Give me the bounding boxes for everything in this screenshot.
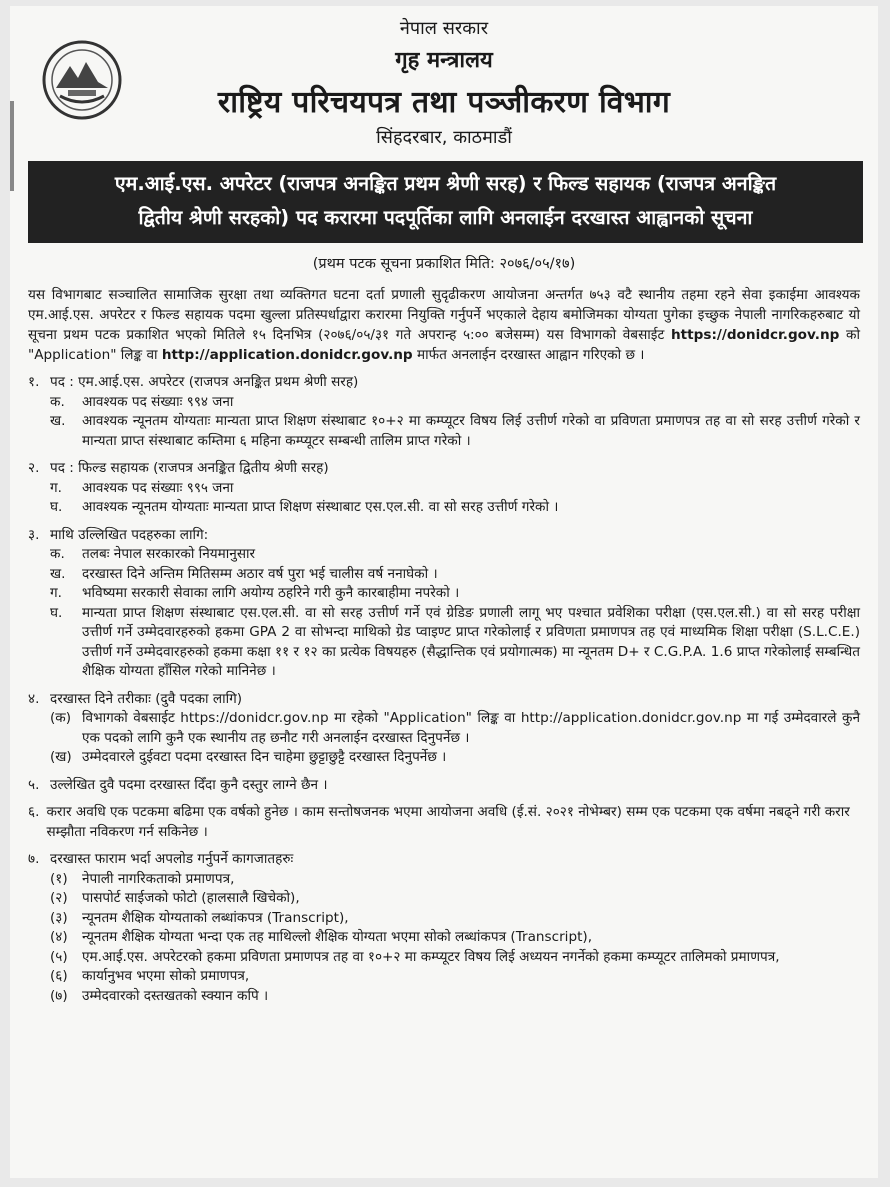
item-text: दरखास्त दिने अन्तिम मितिसम्म अठार वर्ष पुरा भई चालीस वर्ष ननाघेको । (82, 565, 438, 582)
item-marker: ग. (50, 479, 62, 496)
item-marker: क. (50, 393, 65, 410)
item-text: न्यूनतम शैक्षिक योग्यता भन्दा एक तह माथिल्लो शैक्षिक योग्यता भएमा सोको लब्धांकपत्र (Transcript), (82, 929, 593, 945)
list-item (50, 498, 860, 518)
section-title: उल्लेखित दुवै पदमा दरखास्त दिँदा कुनै दस्तुर लाग्ने छैन । (50, 776, 328, 793)
list-item (50, 948, 860, 968)
section-heading (28, 850, 860, 870)
item-text: उम्मेदवारले दुईवटा पदमा दरखास्त दिन चाहेमा छुट्टाछुट्टै दरखास्त दिनुपर्नेछ । (82, 749, 447, 765)
notice-document (10, 6, 878, 1178)
section-heading (28, 690, 860, 710)
intro-text-1: यस विभागबाट सञ्चालित सामाजिक सुरक्षा तथा व्यक्तिगत घटना दर्ता प्रणाली सुदृढीकरण आयोजना अन्तर्गत ७५३ वटै स्थानीय तहमा रहने सेवा इकाईमा आवश्यक एम.आई.एस. अपरेटर र फिल्ड सहायक पदमा खुल्ला प्रतिस्पर्धाद्वारा करारमा नियुक्ति गर्नुपर्ने भएकाले देहाय बमोजिमका योग्यता पुगेका इच्छुक नेपाली नागरिकहरुबाट यो सूचना प्रथम पटक प्रकाशित भएको मितिले १५ दिनभित्र (२०७६/०५/३१ गते अपरान्ह ५:०० बजेसम्म) यस विभागको वेबसाईट (28, 287, 860, 343)
section-heading (28, 373, 860, 393)
section-title: पद : एम.आई.एस. अपरेटर (राजपत्र अनङ्कित प्रथम श्रेणी सरह) (50, 374, 359, 390)
list-item (50, 545, 860, 565)
section-items (50, 393, 860, 452)
item-marker: ख. (50, 565, 66, 582)
item-marker: घ. (50, 499, 63, 515)
section-heading (28, 776, 860, 796)
ministry-name: गृह मन्त्रालय (395, 48, 493, 73)
list-item (50, 584, 860, 604)
item-text: एम.आई.एस. अपरेटरको हकमा प्रविणता प्रमाणपत्र तह वा १०+२ मा कम्प्यूटर विषय लिई अध्ययन नगर्नेको हकमा कम्प्यूटर तालिमको प्रमाणपत्र, (82, 948, 780, 965)
item-marker: (४) (50, 929, 68, 945)
item-text: आवश्यक पद संख्याः ९९५ जना (82, 479, 234, 496)
section (28, 373, 860, 451)
section-heading (28, 526, 860, 546)
item-text: आवश्यक पद संख्याः ९९४ जना (82, 393, 234, 410)
item-marker: (६) (50, 968, 68, 984)
item-marker: (१) (50, 870, 68, 887)
list-item (50, 565, 860, 585)
section-number: २. (28, 460, 40, 476)
section (28, 850, 860, 1006)
item-marker: (ख) (50, 749, 72, 765)
department-name: राष्ट्रिय परिचयपत्र तथा पञ्जीकरण विभाग (217, 85, 671, 120)
list-item (50, 987, 860, 1007)
item-text: नेपाली नागरिकताको प्रमाणपत्र, (82, 870, 235, 887)
list-item (50, 928, 860, 948)
application-link[interactable]: http://application.donidcr.gov.np (161, 347, 413, 363)
item-text: न्यूनतम शैक्षिक योग्यताको लब्धांकपत्र (Transcript), (82, 909, 349, 926)
section-items (50, 709, 860, 768)
item-text: मान्यता प्राप्त शिक्षण संस्थाबाट एस.एल.सी. वा सो सरह उत्तीर्ण गर्ने एवं ग्रेडिङ प्रणाली लागू भए पश्चात प्रवेशिका परीक्षा (एस.एल.सी.) वा सो सरह परीक्षा उत्तीर्ण गर्ने उम्मेदवारहरुको हकमा GPA 2 वा सोभन्दा माथिको ग्रेड प्वाइण्ट प्राप्त गरेकोलाई र प्रविणता प्रमाणपत्र तह एवं माध्यमिक शिक्षा परीक्षा (S.L.C.E.) उत्तीर्ण गर्ने उम्मेदवारहरुको हकमा कक्षा ११ र १२ का प्रत्येक विषयहरु (सैद्धान्तिक एवं प्रयोगात्मक) मा न्यूनतम D+ र C.G.P.A. 1.6 प्राप्त गरेकोलाई सम्बन्धित शैक्षिक योग्यता हाँसिल गरेको मानिनेछ । (82, 604, 860, 679)
notice-sections (28, 373, 860, 1006)
section-title: करार अवधि एक पटकमा बढिमा एक वर्षको हुनेछ । काम सन्तोषजनक भएमा आयोजना अवधि (ई.सं. २०२१ नोभेम्बर) सम्म एक पटकमा एक वर्षमा नबढ्ने गरी करार सम्झौता नविकरण गर्न सकिनेछ । (46, 804, 850, 840)
intro-text-2: को "Application" लिङ्क वा (28, 327, 860, 363)
section-items (50, 479, 860, 518)
item-text: भविष्यमा सरकारी सेवाका लागि अयोग्य ठहरिने गरी कुनै कारबाहीमा नपरेको । (82, 585, 460, 601)
item-marker: क. (50, 546, 65, 562)
department-address: सिंहदरबार, काठमाडौं (376, 127, 512, 148)
list-item (50, 393, 860, 413)
section-number: ५. (28, 776, 40, 793)
list-item (50, 748, 860, 768)
page-edge (10, 101, 14, 191)
section (28, 803, 860, 842)
item-text: उम्मेदवारको दस्तखतको स्क्यान कपि । (82, 987, 269, 1004)
section-number: ३. (28, 526, 40, 543)
section (28, 690, 860, 768)
section-items (50, 870, 860, 1007)
letterhead (28, 16, 860, 149)
banner-line-1: एम.आई.एस. अपरेटर (राजपत्र अनङ्कित प्रथम श्रेणी सरह) र फिल्ड सहायक (राजपत्र अनङ्कित (114, 172, 777, 195)
list-item (50, 889, 860, 909)
section (28, 459, 860, 518)
item-text: आवश्यक न्यूनतम योग्यताः मान्यता प्राप्त शिक्षण संस्थाबाट एस.एल.सी. वा सो सरह उत्तीर्ण गरेको । (82, 499, 559, 515)
section-heading (28, 459, 860, 479)
item-text: विभागको वेबसाईट https://donidcr.gov.np मा रहेको "Application" लिङ्क वा http://application.donidcr.gov.np मा गई उम्मेदवारले कुनै एक पदको लागि कुनै एक स्थानीय तह छनौट गरी अनलाईन दरखास्त दिनुपर्नेछ । (82, 710, 860, 746)
section (28, 526, 860, 682)
item-text: पासपोर्ट साईजको फोटो (हालसालै खिचेको), (82, 890, 300, 906)
item-marker: (३) (50, 909, 68, 926)
list-item (50, 412, 860, 451)
item-text: आवश्यक न्यूनतम योग्यताः मान्यता प्राप्त शिक्षण संस्थाबाट १०+२ मा कम्प्यूटर विषय लिई उत्तीर्ण गरेको वा प्रविणता प्रमाणपत्र तह वा सो सरह उत्तीर्ण गरेको र मान्यता प्राप्त संस्थाबाट कम्तिमा ६ महिना कम्प्यूटर सम्बन्धी तालिम प्राप्त गरेको । (82, 413, 860, 449)
banner-line-2: द्वितीय श्रेणी सरहको) पद करारमा पदपूर्तिका लागि अनलाईन दरखास्त आह्वानको सूचना (138, 206, 753, 229)
section (28, 776, 860, 796)
government-name: नेपाल सरकार (399, 18, 489, 39)
section-number: ६. (28, 804, 40, 820)
section-heading (28, 803, 860, 842)
item-marker: ख. (50, 413, 66, 429)
item-marker: घ. (50, 604, 63, 621)
item-text: कार्यानुभव भएमा सोको प्रमाणपत्र, (82, 968, 250, 984)
section-title: माथि उल्लिखित पदहरुका लागि: (50, 526, 209, 543)
section-number: १. (28, 374, 40, 390)
item-text: तलबः नेपाल सरकारको नियमानुसार (82, 546, 256, 562)
intro-text-3: मार्फत अनलाईन दरखास्त आह्वान गरिएको छ । (412, 347, 645, 363)
list-item (50, 604, 860, 682)
item-marker: ग. (50, 585, 62, 601)
section-number: ४. (28, 690, 40, 707)
section-title: दरखास्त फाराम भर्दा अपलोड गर्नुपर्ने कागजातहरुः (50, 851, 294, 867)
list-item (50, 709, 860, 748)
item-marker: (क) (50, 710, 72, 726)
section-number: ७. (28, 851, 40, 867)
website-link[interactable]: https://donidcr.gov.np (670, 327, 840, 343)
list-item (50, 967, 860, 987)
section-title: पद : फिल्ड सहायक (राजपत्र अनङ्कित द्वितीय श्रेणी सरह) (50, 460, 329, 476)
item-marker: (२) (50, 890, 68, 906)
section-title: दरखास्त दिने तरीकाः (दुवै पदका लागि) (50, 690, 243, 707)
intro-paragraph (28, 285, 860, 365)
section-items (50, 545, 860, 682)
item-marker: (७) (50, 987, 68, 1004)
list-item (50, 870, 860, 890)
notice-title-banner (28, 161, 863, 243)
item-marker: (५) (50, 948, 68, 965)
nepal-emblem-icon (40, 38, 124, 122)
list-item (50, 909, 860, 929)
list-item (50, 479, 860, 499)
publication-date: (प्रथम पटक सूचना प्रकाशित मिति: २०७६/०५/१७) (312, 256, 576, 272)
